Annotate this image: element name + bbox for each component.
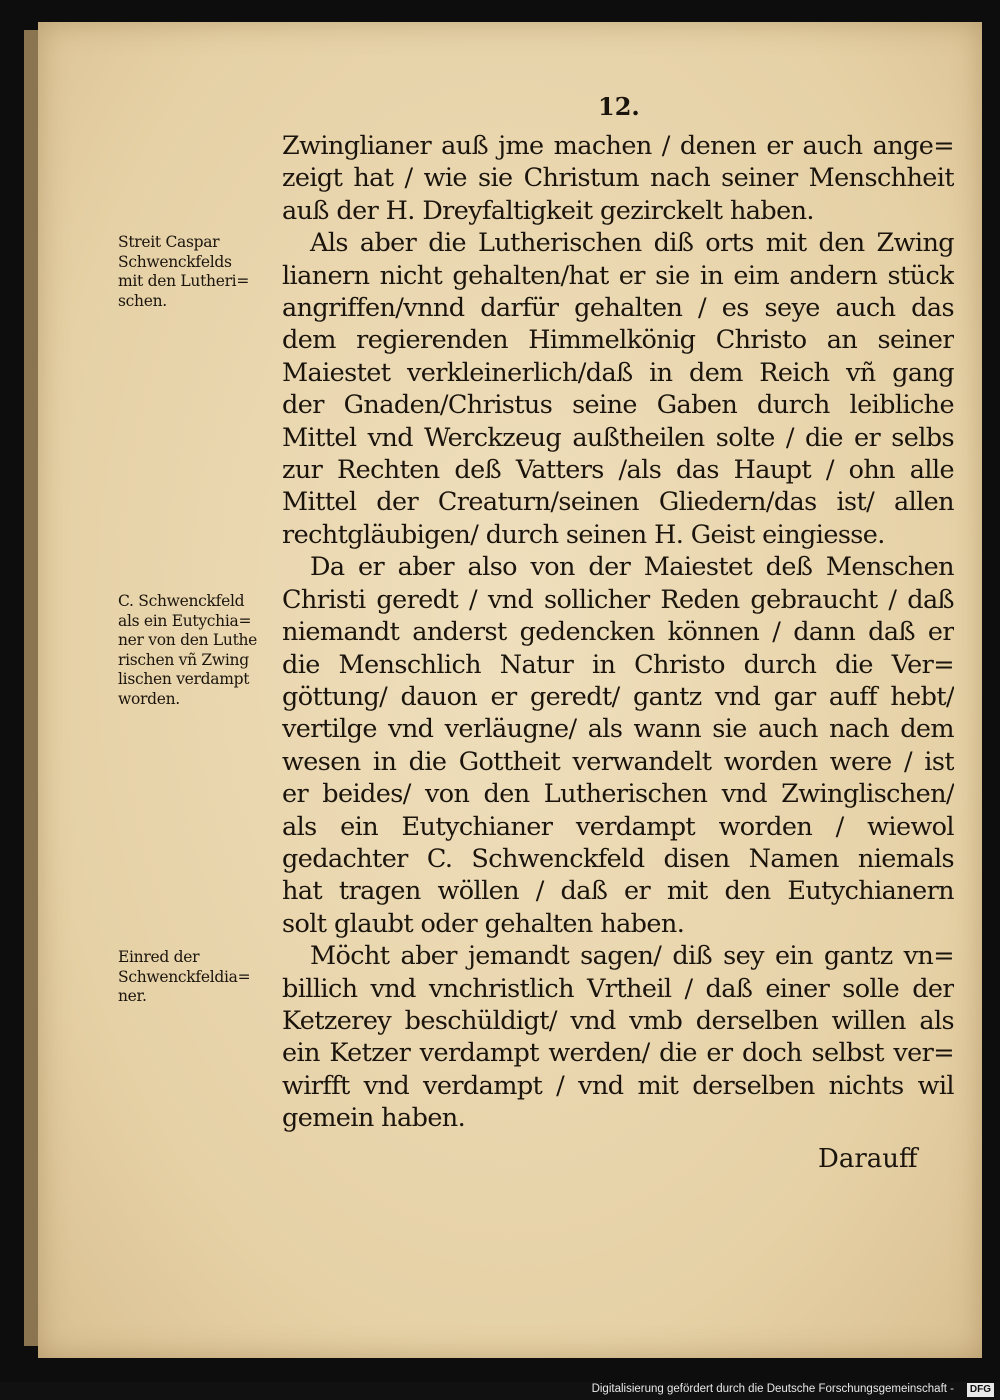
text-line: Maiestet verkleinerlich/daß in dem Reich vñ gang [282, 357, 954, 388]
main-text-block [282, 130, 962, 1135]
text-line: Zwinglianer auß jme machen / denen er auch ange= [282, 131, 954, 161]
footer-credit: Digitalisierung gefördert durch die Deutsche Forschungsgemeinschaft - [591, 1383, 954, 1395]
margin-note-line: Streit Caspar [118, 233, 220, 251]
margin-note-line: worden. [118, 689, 180, 708]
margin-note-line: rischen vñ Zwing [118, 650, 249, 669]
margin-note-schwenckfeld-eutychianer [118, 592, 288, 709]
text-line: gedachter C. Schwenckfeld disen Namen niemals [282, 843, 954, 874]
text-line: wirfft vnd verdampt / vnd mit derselben nichts wil [282, 1070, 954, 1101]
text-line: hat tragen wöllen / daß er mit den Eutychianern [282, 876, 954, 907]
text-line: rechtgläubigen/ durch seinen H. Geist eingiesse. [282, 519, 885, 550]
text-line: wesen in die Gottheit verwandelt worden were / ist [282, 746, 954, 777]
margin-note-line: Schwenckfeldia= [118, 967, 251, 986]
margin-note-line: mit den Lutheri= [118, 272, 250, 290]
text-line: als ein Eutychianer verdampt worden / wiewol [282, 811, 954, 842]
margin-note-line: als ein Eutychia= [118, 611, 252, 630]
text-line: lianern nicht gehalten/hat er sie in eim andern stück [282, 260, 954, 291]
margin-note-line: schen. [118, 291, 167, 310]
text-line: Ketzerey beschüldigt/ vnd vmb derselben willen als [282, 1005, 954, 1036]
text-line: der Gnaden/Christus seine Gaben durch leibliche [282, 390, 954, 421]
text-line: zur Rechten deß Vatters /als das Haupt / ohn alle [282, 455, 954, 486]
text-line: Christi geredt / vnd sollicher Reden gebraucht / daß [282, 584, 954, 615]
catchword: Darauff [818, 1144, 918, 1174]
text-line: göttung/ dauon er geredt/ gantz vnd gar auff hebt/ [282, 681, 954, 712]
text-line: Möcht aber jemandt sagen/ diß sey ein gantz vn= [310, 941, 954, 972]
text-line: angriffen/vnnd darfür gehalten / es seye auch das [282, 293, 954, 324]
dfg-logo: DFG [967, 1383, 994, 1397]
text-line: vertilge vnd verläugne/ als wann sie auch nach dem [282, 714, 954, 745]
text-line: Mittel vnd Werckzeug außtheilen solte / die er selbs [282, 422, 954, 453]
margin-note-streit [118, 233, 288, 311]
text-line: gemein haben. [282, 1103, 466, 1134]
text-line: niemandt anderst gedencken können / dann daß er [282, 617, 954, 648]
margin-note-line: ner. [118, 987, 147, 1005]
text-line: Da er aber also von der Maiestet deß Menschen [310, 552, 954, 583]
text-line: ein Ketzer verdampt werden/ die er doch selbst ver= [282, 1038, 954, 1069]
page-edge [24, 30, 38, 1346]
text-line: die Menschlich Natur in Christo durch die Ver= [282, 649, 954, 680]
text-line: Mittel der Creaturn/seinen Gliedern/das ist/ allen [282, 487, 954, 518]
margin-note-einred [118, 948, 288, 1007]
text-line: solt glaubt oder gehalten haben. [282, 908, 685, 939]
margin-note-line: ner von den Luthe [118, 631, 258, 649]
page-number: 12. [598, 92, 640, 121]
margin-note-line: C. Schwenckfeld [118, 592, 245, 610]
margin-note-line: Schwenckfelds [118, 252, 232, 271]
text-line: zeigt hat / wie sie Christum nach seiner Menschheit [282, 163, 954, 194]
text-line: Als aber die Lutherischen diß orts mit den Zwing [310, 228, 954, 259]
margin-note-line: Einred der [118, 948, 200, 966]
text-line: billich vnd vnchristlich Vrtheil / daß einer solle der [282, 973, 954, 1004]
text-line: auß der H. Dreyfaltigkeit gezirckelt haben. [282, 195, 814, 226]
text-line: er beides/ von den Lutherischen vnd Zwinglischen/ [282, 779, 954, 810]
margin-note-line: lischen verdampt [118, 670, 250, 688]
text-line: dem regierenden Himmelkönig Christo an seiner [282, 325, 954, 356]
